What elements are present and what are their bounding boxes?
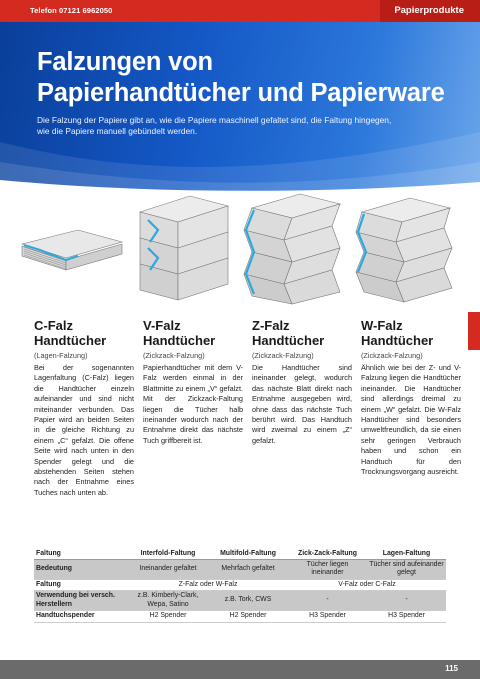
- c-fold-illustration-icon: [18, 190, 128, 310]
- fold-title-line2: Handtücher: [361, 333, 434, 348]
- top-bar: [0, 0, 480, 22]
- table-cell: H3 Spender: [367, 611, 446, 623]
- fold-column-w: [361, 318, 461, 477]
- fold-title-line1: Z-Falz: [252, 318, 290, 333]
- table-cell: H3 Spender: [288, 611, 367, 623]
- fold-description: Ähnlich wie bei der Z- und V-Falzung liegen die Handtücher ineinander. Die Handtücher sind allerdings dreimal zu einem „W“ gefalzt. Die W-Falz Handtücher sind besonders umweltfreundlich, da sie einen sehr geringen Verbrauch haben und schon ein Handtuch für den Trocknungsvorgang ausreicht.: [361, 363, 461, 477]
- fold-title: [252, 318, 352, 348]
- table-cell: Tücher sind aufeinander gelegt: [367, 559, 446, 579]
- intro-text: [37, 115, 457, 137]
- page-number: 115: [445, 664, 458, 673]
- phone-number: Telefon 07121 6962050: [30, 6, 113, 15]
- fold-title-line1: W-Falz: [361, 318, 403, 333]
- intro-line1: Die Falzung der Papiere gibt an, wie die Papiere maschinell gefaltet sind, die Faltung hingegen,: [37, 115, 392, 125]
- table-cell: Ineinander gefaltet: [128, 559, 208, 579]
- fold-title-line1: C-Falz: [34, 318, 73, 333]
- fold-title: [34, 318, 134, 348]
- fold-subtitle: (Zickzack-Falzung): [252, 351, 314, 360]
- table-cell: Faltung: [34, 579, 128, 591]
- fold-description: Bei der sogenannten Lagenfaltung (C-Falz) liegen die Handtücher einzeln aufeinander und sind nicht miteinander verbunden. Das Papier wird an beiden Seiten in die gleiche Richtung zu einem „C“ gefalzt. Die offene Seite wird nach unten in den Spender gelegt und die abstehenden Seiten stehen nach der Entnahme eines Tuches nach unten ab.: [34, 363, 134, 497]
- table-cell: Handtuchspender: [34, 611, 128, 623]
- fold-description: Papierhandtücher mit dem V-Falz werden einmal in der Blattmitte zu einem „V“ gefalzt. Mit der Zickzack-Faltung liegen die Tücher halb ineinander wodurch nach der Entnahme direkt das nächste Tuch griffbereit ist.: [143, 363, 243, 445]
- page-title-line2: Papierhandtücher und Papierware: [37, 79, 445, 107]
- intro-line2: wie die Papiere manuell gebündelt werden.: [37, 126, 198, 136]
- table-cell: Verwendung bei versch. Herstellern: [34, 591, 128, 611]
- table-header-cell: Interfold-Faltung: [128, 548, 208, 559]
- table-cell: V-Falz oder C-Falz: [288, 579, 446, 591]
- table-cell: Z-Falz oder W-Falz: [128, 579, 288, 591]
- table-row: [34, 579, 446, 591]
- fold-title-line2: Handtücher: [252, 333, 325, 348]
- table-cell: -: [288, 591, 367, 611]
- fold-subtitle: (Lagen-Falzung): [34, 351, 88, 360]
- fold-subtitle: (Zickzack-Falzung): [361, 351, 423, 360]
- bottom-bar: [0, 660, 480, 679]
- page-title: [37, 47, 467, 109]
- table-cell: z.B. Tork, CWS: [208, 591, 288, 611]
- fold-column-z: [252, 318, 352, 446]
- fold-title: [143, 318, 243, 348]
- table-header-cell: Zick-Zack-Faltung: [288, 548, 367, 559]
- fold-title: [361, 318, 461, 348]
- table-cell: H2 Spender: [128, 611, 208, 623]
- page-title-line1: Falzungen von: [37, 48, 213, 76]
- w-fold-illustration-icon: [352, 190, 462, 310]
- fold-column-v: [143, 318, 243, 446]
- fold-title-line1: V-Falz: [143, 318, 181, 333]
- table-header-cell: Faltung: [34, 548, 128, 559]
- table-header-row: [34, 548, 446, 559]
- z-fold-illustration-icon: [240, 190, 350, 310]
- fold-description: Die Handtücher sind ineinander gelegt, wodurch das nächste Blatt direkt nach Entnahme ausgegeben wird, ohne dass das nächste Tuch berührt wird. Das Handtuch wird zweimal zu einem „Z“ gefalzt.: [252, 363, 352, 445]
- fold-comparison-table: [34, 548, 446, 623]
- table-cell: z.B. Kimberly-Clark, Wepa, Satino: [128, 591, 208, 611]
- table-cell: H2 Spender: [208, 611, 288, 623]
- section-label: Papierprodukte: [380, 0, 480, 22]
- table-cell: -: [367, 591, 446, 611]
- table-cell: Bedeutung: [34, 559, 128, 579]
- fold-subtitle: (Zickzack-Falzung): [143, 351, 205, 360]
- table-cell: Mehrfach gefaltet: [208, 559, 288, 579]
- table-row: [34, 559, 446, 579]
- side-tab-marker: [468, 312, 480, 350]
- hero-banner: [0, 22, 480, 192]
- table-row: [34, 591, 446, 611]
- v-fold-illustration-icon: [128, 190, 238, 310]
- table-cell: Tücher liegen ineinander: [288, 559, 367, 579]
- fold-title-line2: Handtücher: [143, 333, 216, 348]
- fold-column-c: [34, 318, 134, 498]
- fold-title-line2: Handtücher: [34, 333, 107, 348]
- table-header-cell: Lagen-Faltung: [367, 548, 446, 559]
- table-header-cell: Multifold-Faltung: [208, 548, 288, 559]
- table-row: [34, 611, 446, 623]
